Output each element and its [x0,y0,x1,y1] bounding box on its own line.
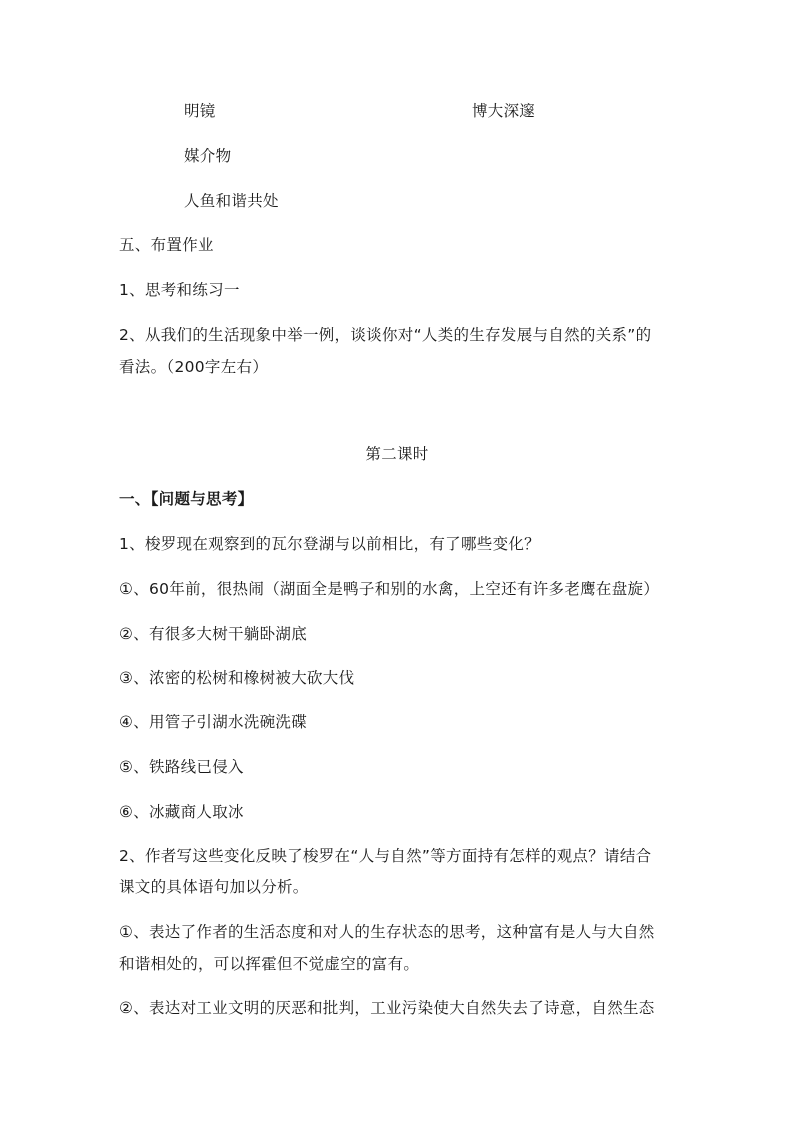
term-mirror: 明镜 [184,102,216,120]
homework-item-1: 1、思考和练习一 [119,281,240,299]
answer-2-1-line-1: ①、表达了作者的生活态度和对人的生存状态的思考，这种富有是人与大自然 [119,923,655,941]
question-2-line-2: 课文的具体语句加以分析。 [119,878,309,896]
term-medium: 媒介物 [184,147,232,165]
answer-1-4: ④、用管子引湖水洗碗洗碟 [119,713,307,731]
homework-item-2-line-1: 2、从我们的生活现象中举一例，谈谈你对“人类的生存发展与自然的关系”的 [119,326,652,344]
answer-2-2-line-1: ②、表达对工业文明的厌恶和批判，工业污染使大自然失去了诗意，自然生态 [119,999,655,1017]
term-harmony: 人鱼和谐共处 [184,192,279,210]
homework-heading: 五、布置作业 [119,236,214,254]
answer-1-3: ③、浓密的松树和橡树被大砍大伐 [119,669,355,687]
term-profound: 博大深邃 [472,102,536,120]
section-heading: 一、【问题与思考】 [119,490,254,508]
answer-1-1: ①、60年前，很热闹（湖面全是鸭子和别的水禽，上空还有许多老鹰在盘旋） [119,580,660,598]
homework-item-2-line-2: 看法。（200字左右） [119,358,269,376]
question-1: 1、梭罗现在观察到的瓦尔登湖与以前相比，有了哪些变化？ [119,535,540,553]
question-2-line-1: 2、作者写这些变化反映了梭罗在“人与自然”等方面持有怎样的观点？请结合 [119,847,652,865]
answer-1-5: ⑤、铁路线已侵入 [119,758,244,776]
lesson-title: 第二课时 [365,445,429,463]
answer-1-6: ⑥、冰藏商人取冰 [119,803,244,821]
answer-1-2: ②、有很多大树干躺卧湖底 [119,625,307,643]
answer-2-1-line-2: 和谐相处的，可以挥霍但不觉虚空的富有。 [119,955,420,973]
